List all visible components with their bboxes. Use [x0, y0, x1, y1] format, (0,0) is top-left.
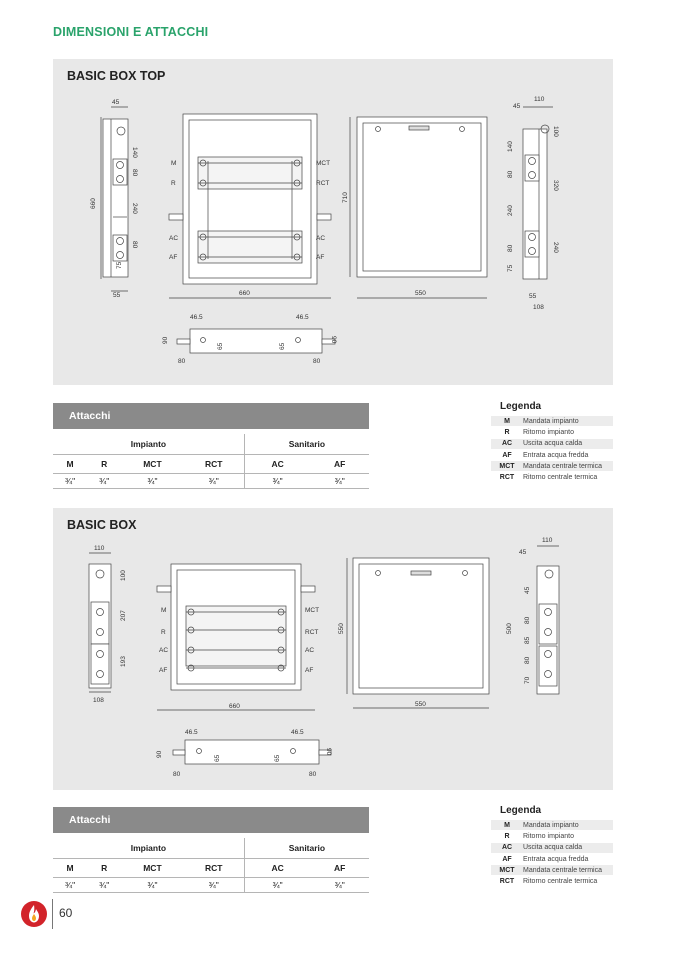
dim-label: 550: [415, 701, 426, 708]
dim-label: 193: [120, 656, 127, 667]
table-cell: ¾": [121, 473, 183, 488]
code-label: M: [161, 607, 167, 614]
dim-label: 55: [113, 292, 121, 299]
dim-label: 45: [524, 586, 531, 594]
dim-label: 45: [519, 549, 527, 556]
legend-item: [491, 416, 613, 427]
technical-drawing-basic-box: [53, 508, 613, 790]
col-header: MCT: [121, 454, 183, 473]
dim-label: 46.5: [190, 314, 203, 321]
attacchi-table-basic-box-top: [53, 403, 369, 489]
legend-code: MCT: [499, 462, 515, 470]
table-cell: ¾": [244, 877, 310, 892]
legend-item: [491, 461, 613, 472]
dim-label: 500: [506, 623, 513, 634]
dim-label: 85: [524, 636, 531, 644]
dim-label: 80: [313, 358, 321, 365]
dim-label: 80: [507, 170, 514, 178]
dim-label: 80: [131, 169, 138, 177]
col-header: AF: [310, 454, 369, 473]
dim-label: 660: [229, 703, 240, 710]
table-cell: ¾": [53, 877, 87, 892]
table-cell: ¾": [310, 877, 369, 892]
dim-label: 80: [524, 616, 531, 624]
page-heading: DIMENSIONI E ATTACCHI: [53, 25, 209, 39]
col-header: AC: [244, 858, 310, 877]
legenda-list: [491, 416, 613, 484]
dim-label: 100: [120, 570, 127, 581]
dim-label: 80: [173, 771, 181, 778]
code-label: RCT: [316, 180, 330, 187]
legend-code: AC: [501, 440, 513, 448]
dim-label: 90: [156, 750, 163, 758]
col-header: RCT: [184, 858, 245, 877]
legenda-basic-box: [491, 805, 613, 888]
legend-desc: Uscita acqua calda: [523, 844, 583, 852]
drawing-panel-basic-box: [53, 508, 613, 790]
legend-desc: Ritorno impianto: [523, 428, 574, 436]
dim-label: 45: [513, 103, 521, 110]
flame-logo-icon: [20, 900, 48, 928]
table-cell: ¾": [121, 877, 183, 892]
dim-label: 140: [507, 141, 514, 152]
legend-desc: Mandata centrale termica: [523, 866, 602, 874]
col-header: M: [53, 858, 87, 877]
code-label: RCT: [305, 629, 319, 636]
code-label: AC: [316, 235, 326, 242]
dim-label: 90: [330, 336, 337, 344]
dim-label: 110: [94, 545, 105, 552]
dim-label: 108: [93, 697, 104, 704]
dim-label: 80: [131, 241, 138, 249]
group-impianto: Impianto: [53, 434, 244, 454]
code-label: AC: [159, 647, 169, 654]
legend-desc: Entrata acqua fredda: [523, 855, 589, 863]
dim-label: 660: [90, 198, 97, 209]
legend-code: AC: [501, 844, 513, 852]
attacchi-table-basic-box: [53, 807, 369, 893]
legend-code: AF: [502, 451, 512, 459]
dim-label: 65: [214, 754, 221, 762]
table-cell: ¾": [310, 473, 369, 488]
legend-item: [491, 831, 613, 842]
code-label: AF: [316, 254, 325, 261]
dim-label: 75: [116, 261, 123, 269]
group-sanitario: Sanitario: [244, 434, 369, 454]
dim-label: 660: [239, 290, 250, 297]
code-label: M: [171, 160, 177, 167]
code-label: R: [171, 180, 176, 187]
legend-desc: Mandata impianto: [523, 821, 579, 829]
table-cell: ¾": [87, 877, 121, 892]
code-label: AC: [305, 647, 315, 654]
dim-label: 207: [120, 610, 127, 621]
dim-label: 90: [162, 336, 169, 344]
dim-label: 46.5: [296, 314, 309, 321]
legend-desc: Ritorno centrale termica: [523, 474, 598, 482]
legenda-list: [491, 820, 613, 888]
dim-label: 550: [415, 290, 426, 297]
code-label: AF: [159, 667, 168, 674]
col-header: AF: [310, 858, 369, 877]
dim-label: 80: [524, 656, 531, 664]
legend-code: R: [504, 428, 510, 436]
legend-item: [491, 439, 613, 450]
code-label: AF: [169, 254, 178, 261]
section-title: BASIC BOX: [67, 518, 137, 532]
dim-label: 80: [507, 244, 514, 252]
code-label: AC: [169, 235, 179, 242]
legend-code: RCT: [499, 878, 515, 886]
legend-desc: Ritorno centrale termica: [523, 878, 598, 886]
dim-label: 550: [338, 623, 345, 634]
legend-desc: Uscita acqua calda: [523, 440, 583, 448]
page-number: 60: [59, 906, 73, 920]
dim-label: 46.5: [185, 729, 198, 736]
code-label: MCT: [305, 607, 320, 614]
dim-label: 65: [217, 342, 224, 350]
legend-code: M: [504, 417, 510, 425]
legend-code: MCT: [499, 866, 515, 874]
legend-item: [491, 843, 613, 854]
code-label: AF: [305, 667, 314, 674]
section-title: BASIC BOX TOP: [67, 69, 166, 83]
footer-separator: [52, 899, 53, 929]
legend-desc: Entrata acqua fredda: [523, 451, 589, 459]
legend-item: [491, 820, 613, 831]
legend-code: AF: [502, 855, 512, 863]
dim-label: 70: [524, 676, 531, 684]
dim-label: 80: [178, 358, 186, 365]
table-cell: ¾": [184, 473, 245, 488]
dim-label: 100: [552, 126, 559, 137]
drawing-panel-basic-box-top: [53, 59, 613, 385]
group-sanitario: Sanitario: [244, 838, 369, 858]
dim-label: 240: [552, 242, 559, 253]
attacchi-title: Attacchi: [53, 403, 369, 429]
col-header: MCT: [121, 858, 183, 877]
dim-label: 65: [274, 754, 281, 762]
table-cell: ¾": [53, 473, 87, 488]
legend-desc: Mandata centrale termica: [523, 462, 602, 470]
legend-item: [491, 450, 613, 461]
dim-label: 240: [131, 203, 138, 214]
col-header: R: [87, 454, 121, 473]
dim-label: 110: [542, 537, 553, 544]
dim-label: 46.5: [291, 729, 304, 736]
legend-item: [491, 854, 613, 865]
dim-label: 140: [131, 147, 138, 158]
col-header: M: [53, 454, 87, 473]
legend-desc: Mandata impianto: [523, 417, 579, 425]
table-cell: ¾": [184, 877, 245, 892]
dim-label: 240: [507, 205, 514, 216]
col-header: R: [87, 858, 121, 877]
attacchi-title: Attacchi: [53, 807, 369, 833]
dim-label: 75: [507, 264, 514, 272]
legenda-title: Legenda: [500, 805, 542, 816]
col-header: RCT: [184, 454, 245, 473]
dim-label: 55: [529, 293, 537, 300]
code-label: MCT: [316, 160, 331, 167]
legend-code: M: [504, 821, 510, 829]
dim-label: 65: [279, 342, 286, 350]
dim-label: 108: [533, 304, 544, 311]
table-cell: ¾": [87, 473, 121, 488]
dim-label: 320: [552, 180, 559, 191]
dim-label: 80: [309, 771, 317, 778]
legend-item: [491, 427, 613, 438]
table-cell: ¾": [244, 473, 310, 488]
group-impianto: Impianto: [53, 838, 244, 858]
legend-code: R: [504, 832, 510, 840]
dim-label: 110: [534, 96, 545, 103]
technical-drawing-basic-box-top: [53, 59, 613, 385]
legend-item: [491, 472, 613, 483]
legend-item: [491, 865, 613, 876]
legenda-basic-box-top: [491, 401, 613, 484]
dim-label: 45: [112, 99, 120, 106]
dim-label: 710: [342, 192, 349, 203]
col-header: AC: [244, 454, 310, 473]
legend-desc: Ritorno impianto: [523, 832, 574, 840]
code-label: R: [161, 629, 166, 636]
dim-label: 90: [325, 748, 332, 756]
legenda-title: Legenda: [500, 401, 542, 412]
legend-code: RCT: [499, 474, 515, 482]
legend-item: [491, 876, 613, 887]
